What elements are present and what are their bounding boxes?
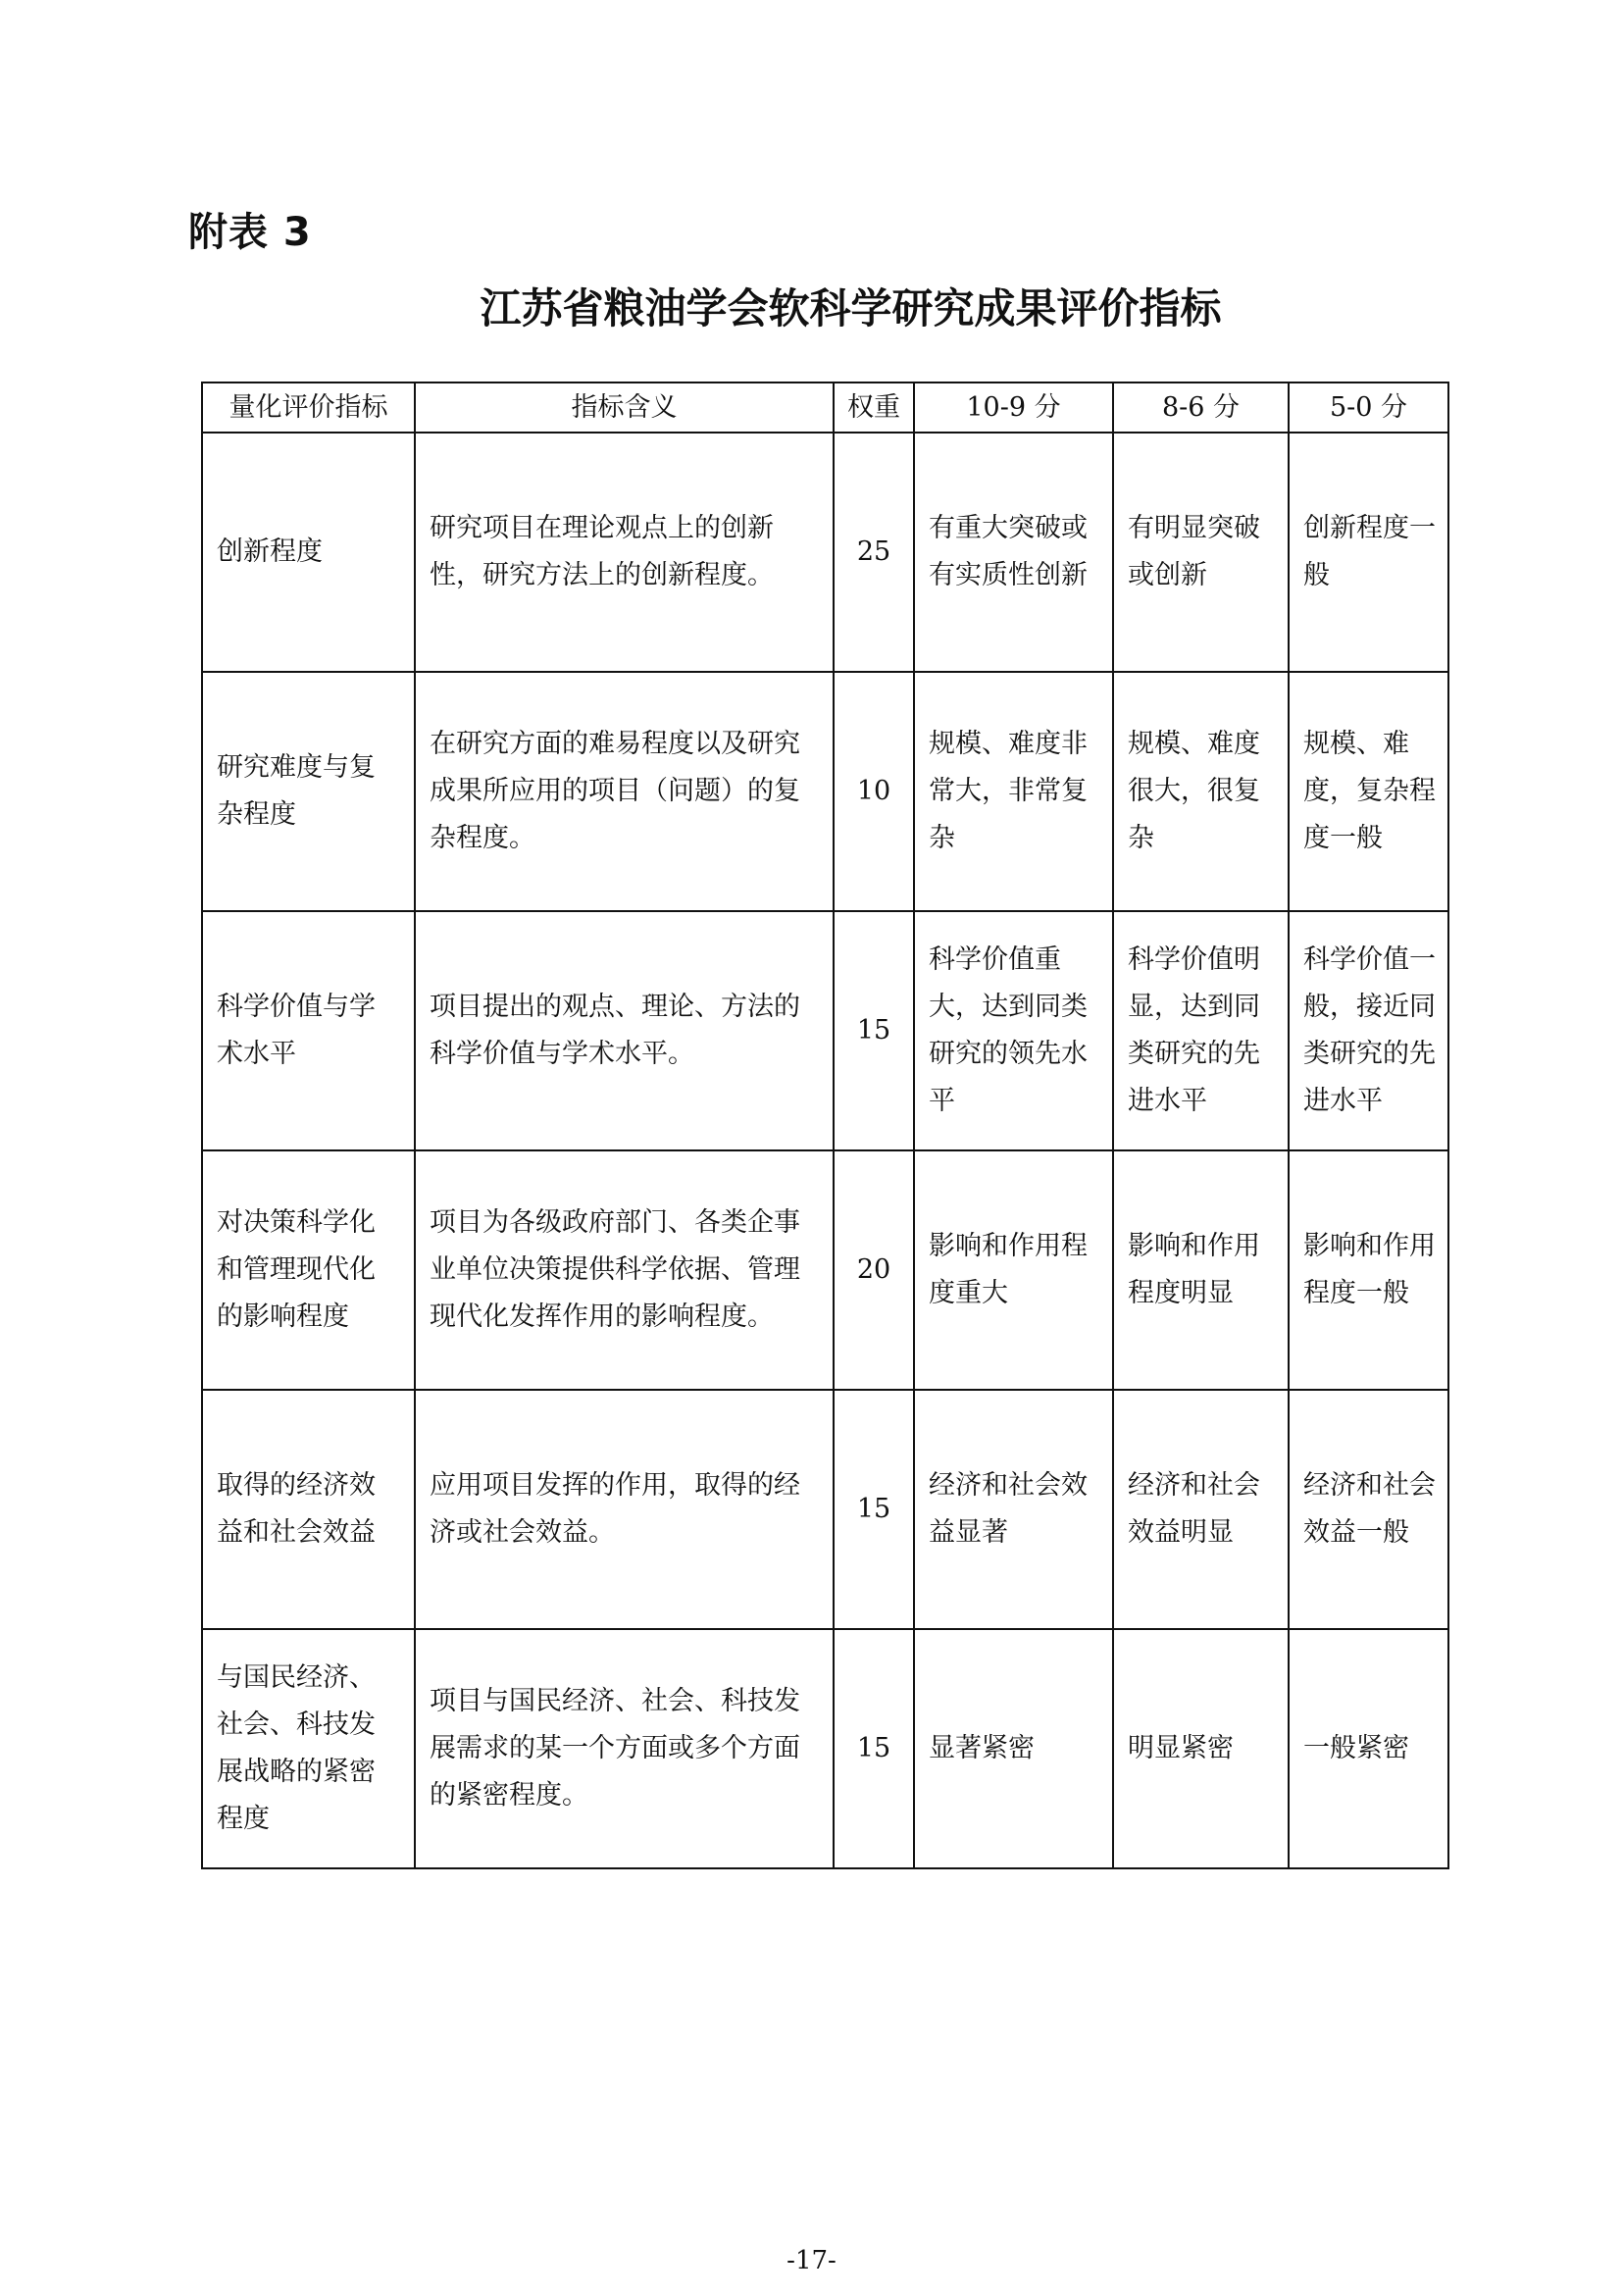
indicator-cell: 与国民经济、社会、科技发展战略的紧密程度 (202, 1629, 415, 1868)
weight-cell: 20 (834, 1150, 914, 1390)
table-row (202, 433, 1448, 672)
score-10-9-cell: 显著紧密 (914, 1629, 1113, 1868)
meaning-cell: 项目提出的观点、理论、方法的科学价值与学术水平。 (415, 911, 834, 1150)
page-number: -17- (786, 2246, 837, 2275)
indicator-cell: 取得的经济效益和社会效益 (202, 1390, 415, 1629)
header-weight: 权重 (834, 383, 914, 433)
indicator-cell: 科学价值与学术水平 (202, 911, 415, 1150)
weight-cell: 10 (834, 672, 914, 911)
table-header-row (202, 383, 1448, 433)
evaluation-criteria-table (201, 382, 1449, 1869)
score-5-0-cell: 影响和作用程度一般 (1289, 1150, 1448, 1390)
appendix-label: 附表 3 (188, 210, 312, 255)
header-score-10-9: 10-9 分 (914, 383, 1113, 433)
meaning-cell: 在研究方面的难易程度以及研究成果所应用的项目（问题）的复杂程度。 (415, 672, 834, 911)
score-8-6-cell: 影响和作用程度明显 (1113, 1150, 1289, 1390)
meaning-cell: 项目与国民经济、社会、科技发展需求的某一个方面或多个方面的紧密程度。 (415, 1629, 834, 1868)
document-title: 江苏省粮油学会软科学研究成果评价指标 (480, 284, 1222, 332)
weight-cell: 15 (834, 1629, 914, 1868)
score-5-0-cell: 经济和社会效益一般 (1289, 1390, 1448, 1629)
score-5-0-cell: 科学价值一般，接近同类研究的先进水平 (1289, 911, 1448, 1150)
header-meaning: 指标含义 (415, 383, 834, 433)
score-10-9-cell: 影响和作用程度重大 (914, 1150, 1113, 1390)
score-8-6-cell: 科学价值明显，达到同类研究的先进水平 (1113, 911, 1289, 1150)
score-10-9-cell: 科学价值重大，达到同类研究的领先水平 (914, 911, 1113, 1150)
meaning-cell: 应用项目发挥的作用，取得的经济或社会效益。 (415, 1390, 834, 1629)
score-8-6-cell: 经济和社会效益明显 (1113, 1390, 1289, 1629)
header-indicator: 量化评价指标 (202, 383, 415, 433)
score-5-0-cell: 一般紧密 (1289, 1629, 1448, 1868)
table-row (202, 1150, 1448, 1390)
indicator-cell: 研究难度与复杂程度 (202, 672, 415, 911)
score-5-0-cell: 规模、难度，复杂程度一般 (1289, 672, 1448, 911)
weight-cell: 25 (834, 433, 914, 672)
table-row (202, 1629, 1448, 1868)
table-row (202, 1390, 1448, 1629)
table-row (202, 672, 1448, 911)
score-8-6-cell: 规模、难度很大，很复杂 (1113, 672, 1289, 911)
meaning-cell: 研究项目在理论观点上的创新性，研究方法上的创新程度。 (415, 433, 834, 672)
score-8-6-cell: 有明显突破或创新 (1113, 433, 1289, 672)
header-score-8-6: 8-6 分 (1113, 383, 1289, 433)
score-10-9-cell: 规模、难度非常大，非常复杂 (914, 672, 1113, 911)
indicator-cell: 创新程度 (202, 433, 415, 672)
header-score-5-0: 5-0 分 (1289, 383, 1448, 433)
meaning-cell: 项目为各级政府部门、各类企事业单位决策提供科学依据、管理现代化发挥作用的影响程度。 (415, 1150, 834, 1390)
table-row (202, 911, 1448, 1150)
indicator-cell: 对决策科学化和管理现代化的影响程度 (202, 1150, 415, 1390)
score-10-9-cell: 经济和社会效益显著 (914, 1390, 1113, 1629)
score-5-0-cell: 创新程度一般 (1289, 433, 1448, 672)
weight-cell: 15 (834, 1390, 914, 1629)
weight-cell: 15 (834, 911, 914, 1150)
score-8-6-cell: 明显紧密 (1113, 1629, 1289, 1868)
score-10-9-cell: 有重大突破或有实质性创新 (914, 433, 1113, 672)
